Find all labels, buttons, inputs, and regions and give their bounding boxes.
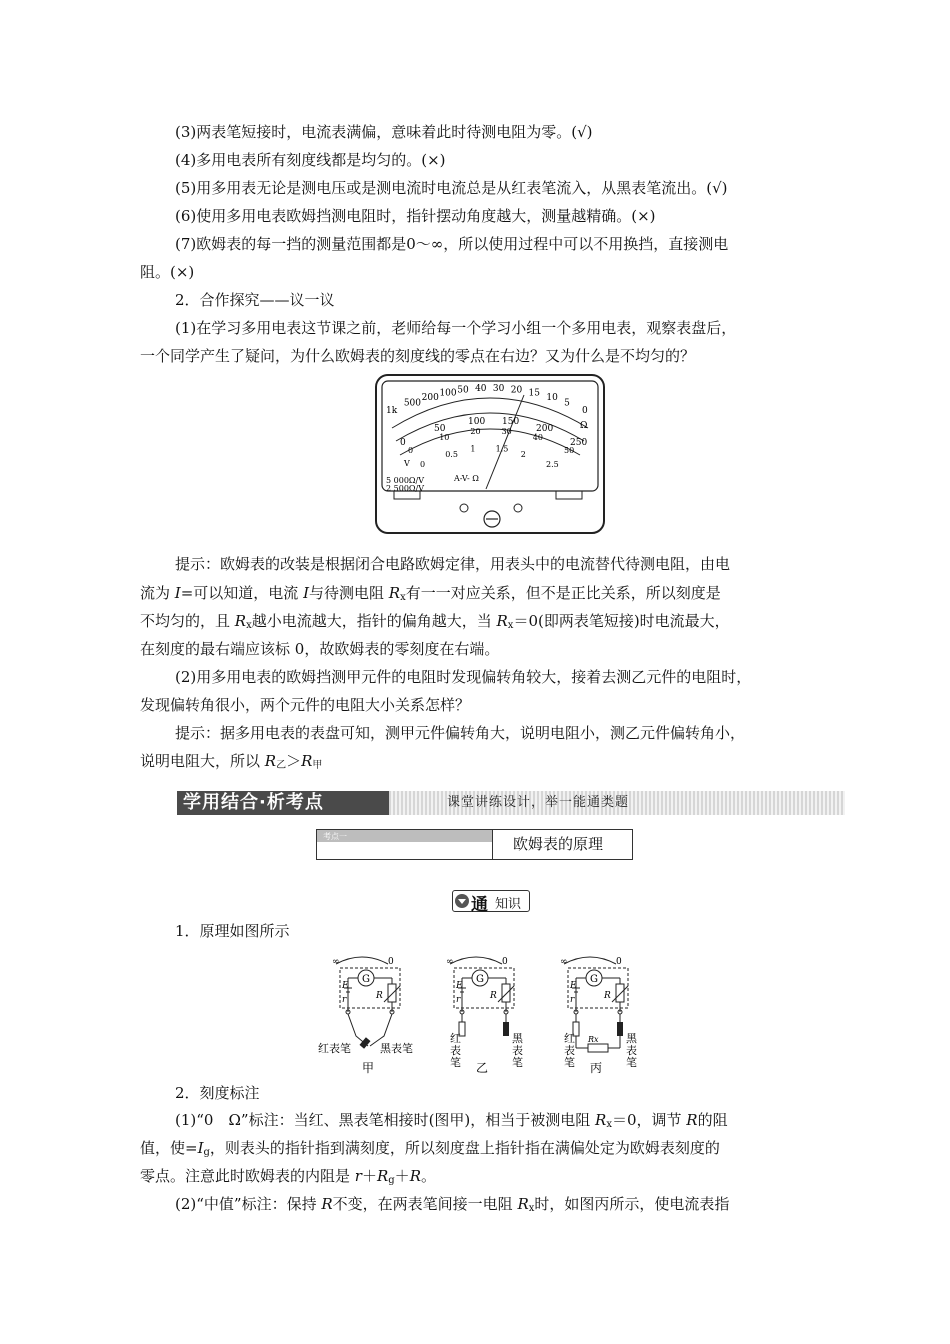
ac-tick-label: 30 bbox=[501, 426, 512, 436]
hint-1-line4: 在刻度的最右端应该标 0，故欧姆表的零刻度在右端。 bbox=[140, 640, 500, 658]
hint-1-line1: 提示：欧姆表的改装是根据闭合电路欧姆定律，用表头中的电流替代待测电阻，由电 bbox=[175, 555, 731, 573]
dc-tick-label: 150 bbox=[502, 416, 520, 427]
internal-r-label: r bbox=[570, 995, 575, 1005]
ohm-tick-label: 50 bbox=[457, 385, 469, 396]
ohm-tick-label: 500 bbox=[403, 398, 422, 409]
ac-tick-label: 0 bbox=[408, 446, 414, 455]
hint-2-line2: 说明电阻大，所以 R乙＞R甲 bbox=[140, 752, 323, 771]
emf-label: E bbox=[456, 981, 463, 991]
figure-caption: 甲 bbox=[362, 1061, 375, 1075]
statement-6: (6)使用多用电表欧姆挡测电阻时，指针摆动角度越大，测量越精确。(×) bbox=[175, 207, 656, 225]
galvanometer-label: G bbox=[476, 974, 484, 985]
black-pen-char: 黑 bbox=[512, 1032, 523, 1045]
zero-label: 0 bbox=[388, 957, 394, 967]
volt-tick-label: 2.5 bbox=[546, 460, 559, 469]
statement-3: (3)两表笔短接时，电流表满偏，意味着此时待测电阻为零。(√) bbox=[175, 123, 593, 141]
dc-tick-label: 200 bbox=[536, 423, 554, 434]
badge-big-char: 通 bbox=[471, 895, 488, 915]
statement-7-line2: 阻。(×) bbox=[140, 263, 195, 281]
topic-tag: 考点一 bbox=[317, 830, 493, 859]
multimeter-dial-figure bbox=[374, 373, 606, 535]
ohm-tick-label: 20 bbox=[510, 385, 523, 396]
question-2-line1: (2)用多用电表的欧姆挡测甲元件的电阻时发现偏转角较大，接着去测乙元件的电阻时， bbox=[175, 668, 752, 686]
red-pen-char: 红 bbox=[564, 1032, 575, 1045]
red-pen-label: 红表笔 bbox=[318, 1042, 351, 1055]
ohm-tick-label: 15 bbox=[528, 388, 540, 399]
hint-1-line2: 流为 I=可以知道，电流 I与待测电阻 Rx有一一对应关系，但不是正比关系，所以刻度是 bbox=[140, 584, 721, 603]
ohm-tick-label: 10 bbox=[546, 392, 558, 403]
ohm-tick-label: 30 bbox=[492, 384, 505, 395]
internal-r-label: r bbox=[456, 995, 461, 1005]
figure-caption: 乙 bbox=[476, 1061, 489, 1075]
figure-caption: 丙 bbox=[590, 1061, 603, 1075]
infinity-label: ∞ bbox=[560, 957, 568, 967]
section-banner bbox=[177, 791, 845, 815]
ohm-tick-label: 1k bbox=[386, 406, 398, 416]
dc-tick-label: 250 bbox=[570, 438, 588, 448]
mid-mark-line1: (2)“中值”标注：保持 R不变，在两表笔间接一电阻 Rx时，如图丙所示，使电流表指 bbox=[175, 1195, 730, 1214]
question-1-line2: 一个同学产生了疑问，为什么欧姆表的刻度线的零点在右边？又为什么是不均匀的？ bbox=[140, 347, 696, 365]
zero-label: 0 bbox=[502, 957, 508, 967]
ohm-tick-label: 200 bbox=[421, 392, 439, 403]
rx-label: Rx bbox=[588, 1035, 599, 1044]
scale-heading: 2．刻度标注 bbox=[175, 1084, 260, 1102]
zero-mark-line1: (1)“0 Ω”标注：当红、黑表笔相接时(图甲)，相当于被测电阻 Rx＝0，调节 R的阻 bbox=[175, 1111, 728, 1130]
red-pen-char: 红 bbox=[450, 1032, 461, 1045]
meter-center-label: A-V- Ω bbox=[454, 474, 479, 483]
topic-box bbox=[316, 829, 633, 860]
statement-5: (5)用多用表无论是测电压或是测电流时电流总是从红表笔流入，从黑表笔流出。(√) bbox=[175, 179, 728, 197]
ohm-unit: Ω bbox=[580, 421, 588, 431]
galvanometer-label: G bbox=[362, 974, 370, 985]
tongzhishi-badge bbox=[452, 890, 530, 915]
topic-title: 欧姆表的原理 bbox=[513, 835, 604, 853]
hint-2-line1: 提示：据多用电表的表盘可知，测甲元件偏转角大，说明电阻小，测乙元件偏转角小， bbox=[175, 724, 746, 742]
ohmmeter-circuit-figures bbox=[318, 952, 640, 1076]
circuit-2 bbox=[446, 957, 524, 1075]
circuit-3 bbox=[560, 957, 638, 1075]
section-heading-discuss: 2．合作探究——议一议 bbox=[175, 291, 335, 309]
black-pen-char: 笔 bbox=[626, 1056, 637, 1069]
ac-tick-label: 20 bbox=[470, 426, 481, 436]
volt-tick-label: 0 bbox=[420, 460, 426, 469]
dc-tick-label: 0 bbox=[400, 438, 406, 448]
chevron-down-icon bbox=[455, 894, 469, 908]
question-2-line2: 发现偏转角很小，两个元件的电阻大小关系怎样？ bbox=[140, 696, 471, 714]
red-pen-char: 笔 bbox=[564, 1056, 575, 1069]
volt-unit: V bbox=[404, 459, 410, 468]
principle-heading: 1．原理如图所示 bbox=[175, 922, 290, 940]
internal-r-label: r bbox=[342, 995, 347, 1005]
statement-7-line1: (7)欧姆表的每一挡的测量范围都是0～∞，所以使用过程中可以不用换挡，直接测电 bbox=[175, 235, 729, 253]
volt-tick-label: 0.5 bbox=[445, 449, 458, 459]
ac-tick-label: 10 bbox=[439, 433, 450, 443]
ohm-tick-label: 100 bbox=[439, 388, 457, 399]
zero-mark-line3: 零点。注意此时欧姆表的内阻是 r＋Rg＋R。 bbox=[140, 1167, 436, 1186]
ac-tick-label: 40 bbox=[532, 433, 543, 443]
red-pen-char: 表 bbox=[564, 1044, 575, 1057]
zero-mark-line2: 值，使=Ig，则表头的指针指到满刻度，所以刻度盘上指针指在满偏处定为欧姆表刻度的 bbox=[140, 1139, 720, 1158]
hint-1-line3: 不均匀的，且 Rx越小电流越大，指针的偏角越大，当 Rx＝0(即两表笔短接)时电流最大， bbox=[140, 612, 730, 631]
resistor-label: R bbox=[490, 991, 497, 1001]
banner-title: 学用结合·析考点 bbox=[177, 791, 389, 815]
badge-rest: 知识 bbox=[495, 897, 522, 912]
volt-tick-label: 1.5 bbox=[495, 444, 509, 454]
ohm-tick-label: 5 bbox=[564, 398, 570, 409]
ohm-tick-label: 0 bbox=[582, 406, 588, 416]
question-1-line1: (1)在学习多用电表这节课之前，老师给每一个学习小组一个多用电表，观察表盘后， bbox=[175, 319, 737, 337]
volt-tick-label: 1 bbox=[470, 444, 476, 454]
volt-tick-label: 2 bbox=[520, 449, 526, 459]
black-pen-char: 黑 bbox=[626, 1032, 637, 1045]
dc-tick-label: 100 bbox=[468, 416, 486, 427]
statement-4: (4)多用电表所有刻度线都是均匀的。(×) bbox=[175, 151, 446, 169]
resistor-label: R bbox=[376, 991, 383, 1001]
black-pen-char: 表 bbox=[626, 1044, 637, 1057]
emf-label: E bbox=[342, 981, 349, 991]
dc-tick-label: 50 bbox=[434, 423, 446, 434]
emf-label: E bbox=[570, 981, 577, 991]
infinity-label: ∞ bbox=[332, 957, 340, 967]
zero-label: 0 bbox=[616, 957, 622, 967]
black-pen-char: 笔 bbox=[512, 1056, 523, 1069]
infinity-label: ∞ bbox=[446, 957, 454, 967]
red-pen-char: 笔 bbox=[450, 1056, 461, 1069]
black-pen-label: 黑表笔 bbox=[380, 1042, 413, 1055]
ohm-tick-label: 40 bbox=[475, 384, 487, 395]
red-pen-char: 表 bbox=[450, 1044, 461, 1057]
galvanometer-label: G bbox=[590, 974, 598, 985]
black-pen-char: 表 bbox=[512, 1044, 523, 1057]
resistor-label: R bbox=[604, 991, 611, 1001]
meter-spec-2: 2 500Ω/V bbox=[386, 484, 425, 493]
ac-tick-label: 50 bbox=[564, 446, 575, 455]
circuit-1 bbox=[318, 957, 413, 1075]
meter-spec-1: 5 000Ω/V bbox=[386, 476, 425, 485]
banner-subtitle: 课堂讲练设计，举一能通类题 bbox=[447, 795, 630, 810]
